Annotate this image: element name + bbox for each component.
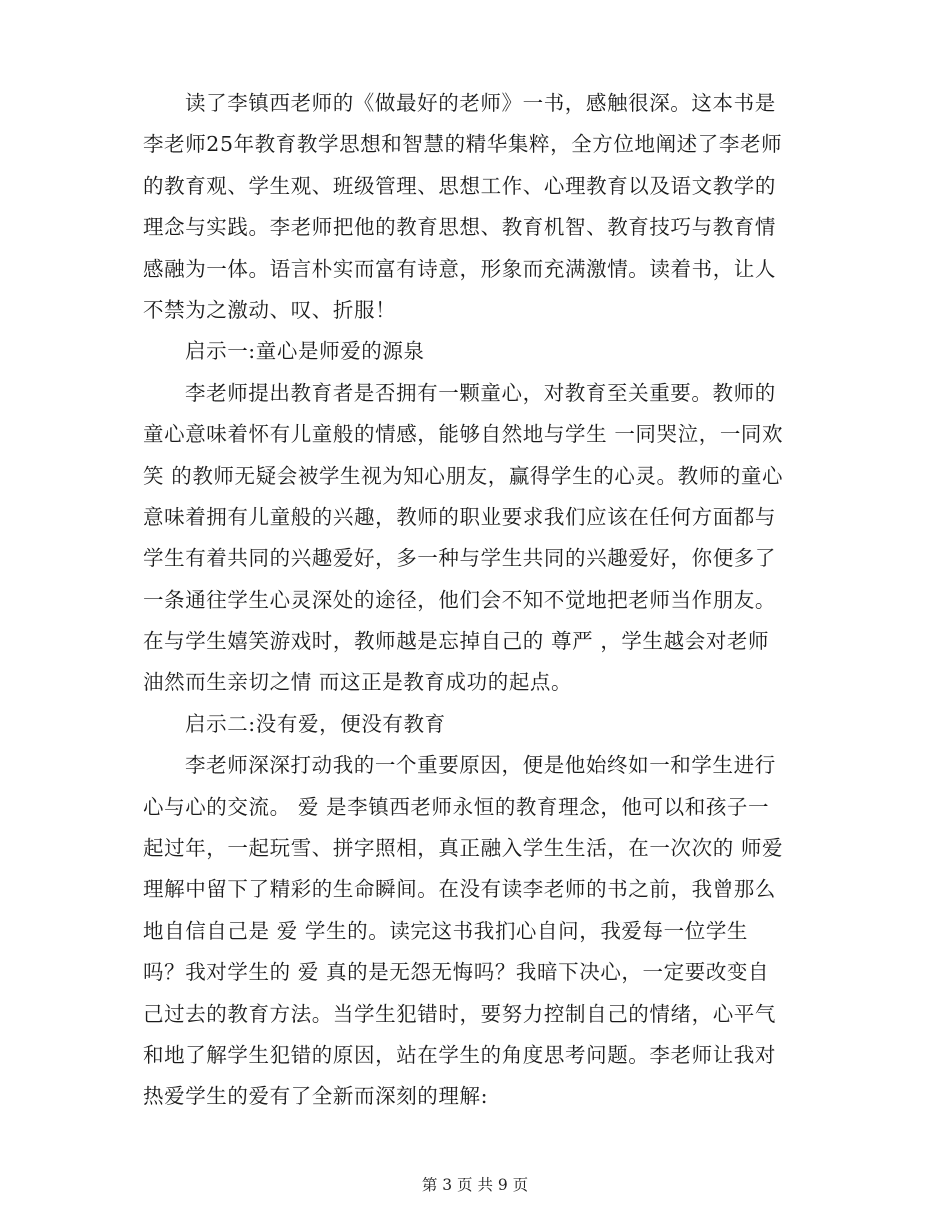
- paragraph-1-line-4: 理念与实践。李老师把他的教育思想、教育机智、教育技巧与教育情: [143, 215, 776, 240]
- paragraph-3-line-4: 理解中留下了精彩的生命瞬间。在没有读李老师的书之前，我曾那么: [143, 877, 776, 902]
- section-heading-1: 启示一:童心是师爱的源泉: [185, 339, 425, 364]
- paragraph-2-line-2: 童心意味着怀有儿童般的情感，能够自然地与学生 一同哭泣，一同欢: [143, 422, 784, 447]
- paragraph-3-line-9: 热爱学生的爱有了全新而深刻的理解:: [143, 1084, 489, 1109]
- paragraph-2-line-1: 李老师提出教育者是否拥有一颗童心，对教育至关重要。教师的: [185, 380, 776, 405]
- paragraph-1-line-2: 李老师25年教育教学思想和智慧的精华集粹，全方位地阐述了李老师: [143, 132, 783, 157]
- paragraph-1-line-3: 的教育观、学生观、班级管理、思想工作、心理教育以及语文教学的: [143, 173, 776, 198]
- paragraph-2-line-3: 笑 的教师无疑会被学生视为知心朋友，赢得学生的心灵。教师的童心: [143, 463, 784, 488]
- paragraph-3-line-6: 吗？我对学生的 爱 真的是无怨无悔吗？我暗下决心，一定要改变自: [143, 960, 770, 985]
- section-heading-2: 启示二:没有爱，便没有教育: [185, 711, 446, 736]
- paragraph-1-line-6: 不禁为之激动、叹、折服！: [143, 297, 397, 322]
- paragraph-3-line-8: 和地了解学生犯错的原因，站在学生的角度思考问题。李老师让我对: [143, 1042, 776, 1067]
- paragraph-1-line-1: 读了李镇西老师的《做最好的老师》一书，感触很深。这本书是: [185, 91, 776, 115]
- paragraph-3-line-1: 李老师深深打动我的一个重要原因，便是他始终如一和学生进行: [185, 753, 776, 778]
- paragraph-2-line-8: 油然而生亲切之情 而这正是教育成功的起点。: [143, 670, 573, 695]
- paragraph-2-line-6: 一条通往学生心灵深处的途径，他们会不知不觉地把老师当作朋友。: [143, 587, 776, 612]
- paragraph-1-line-5: 感融为一体。语言朴实而富有诗意，形象而充满激情。读着书，让人: [143, 256, 776, 281]
- paragraph-3-line-2: 心与心的交流。 爱 是李镇西老师永恒的教育理念，他可以和孩子一: [143, 794, 770, 819]
- paragraph-3-line-7: 己过去的教育方法。当学生犯错时，要努力控制自己的情绪，心平气: [143, 1001, 776, 1026]
- paragraph-3-line-5: 地自信自己是 爱 学生的。读完这书我扪心自问，我爱每一位学生: [143, 918, 749, 943]
- paragraph-3-line-3: 起过年，一起玩雪、拼字照相，真正融入学生生活，在一次次的 师爱: [143, 836, 784, 861]
- paragraph-2-line-7: 在与学生嬉笑游戏时，教师越是忘掉自己的 尊严 ，学生越会对老师: [143, 629, 770, 654]
- paragraph-2-line-5: 学生有着共同的兴趣爱好，多一种与学生共同的兴趣爱好，你便多了: [143, 546, 776, 571]
- paragraph-2-line-4: 意味着拥有儿童般的兴趣，教师的职业要求我们应该在任何方面都与: [143, 504, 776, 529]
- page-number-footer: 第 3 页 共 9 页: [421, 1176, 529, 1194]
- document-body: [143, 83, 823, 1118]
